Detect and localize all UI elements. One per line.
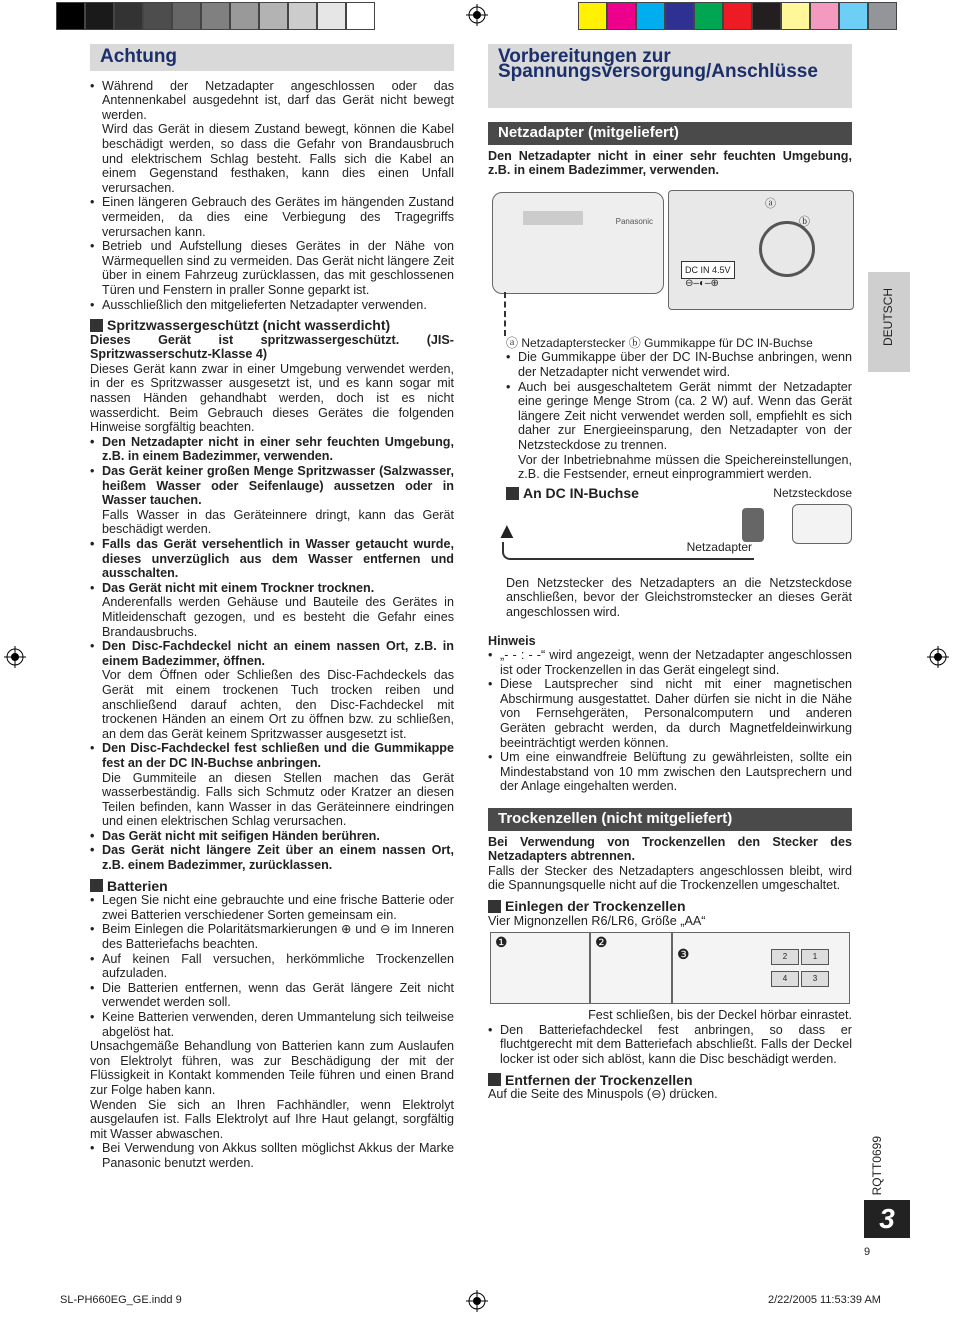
list-item: • Den Batteriefachdeckel fest anbringen, so dass er fluchtgerecht mit dem Batteriefach abschließt. Falls der Deckel locker ist oder sich ablöst, kann die Disc beschädigt werden. — [488, 1023, 852, 1067]
color-swatch — [723, 2, 752, 30]
gray-swatch — [346, 2, 375, 30]
list-item: • Auf keinen Fall versuchen, herkömmliche Trockenzellen aufzuladen. — [90, 952, 454, 981]
color-swatch — [781, 2, 810, 30]
dc-in-label: DC IN 4.5V — [681, 261, 735, 280]
list-item: • Einen längeren Gebrauch des Gerätes im hängenden Zustand vermeiden, da dies eine Verbiegung des Tragegriffs verursachen kann. — [90, 195, 454, 239]
display-icon — [523, 211, 583, 225]
list-item: • Den Disc-Fachdeckel fest schließen und die Gummikappe fest an der DC IN-Buchse anbringen. Die Gummiteile an diesen Stellen machen das Gerät wasserbeständig. Falls sich Schmutz oder Kratzer an diesen Teilen befinden, kann Wasser in das Geräteinnere eindringen und einen elektrischen Schlag verursachen. — [90, 741, 454, 829]
gray-swatch — [114, 2, 143, 30]
gray-swatch — [317, 2, 346, 30]
gray-swatch — [172, 2, 201, 30]
step-2-icon: ❷ — [595, 934, 608, 951]
registration-mark-bottom — [466, 1290, 488, 1312]
page-number-box: 3 — [864, 1200, 910, 1238]
registration-mark-top — [466, 4, 488, 26]
right-column — [488, 44, 852, 1102]
list-item: • Das Gerät nicht längere Zeit über an einem nassen Ort, z.B. einem Badezimmer, zurücklassen. — [90, 843, 454, 872]
left-column — [90, 44, 454, 1171]
spritz-list — [90, 435, 454, 873]
footer-left: SL-PH660EG_GE.indd 9 — [60, 1294, 182, 1306]
dc-jack-closeup — [668, 190, 854, 310]
color-swatch — [578, 2, 607, 30]
color-swatch — [694, 2, 723, 30]
brand-label: Panasonic — [615, 216, 653, 226]
list-item: • Das Gerät nicht mit einem Trockner trocknen. Anderenfalls werden Gehäuse und Bauteile des Gerätes in Mitleidenschaft gezogen, und es besteht die Gefahr eines Brandausbruchs. — [90, 581, 454, 639]
list-item: • Das Gerät nicht mit seifigen Händen berühren. — [90, 829, 454, 844]
label-b: ⓑ — [799, 215, 810, 228]
device-illustration — [492, 192, 664, 294]
cell-4: 4 — [771, 971, 799, 987]
spritz-text: Dieses Gerät kann zwar in einer Umgebung verwendet werden, in der es Spritzwasser ausgesetzt ist, und es kann sogar mit nassen Händen gehandhabt werden, doch ist es nicht wasserdicht. Beim Gebrauch dieses Gerätes die folgenden Hinweise sorgfältig beachten. — [90, 361, 454, 435]
footer-right: 2/22/2005 11:53:39 AM — [768, 1294, 881, 1306]
color-swatch — [665, 2, 694, 30]
achtung-list — [90, 79, 454, 313]
list-item: • Die Gummikappe über der DC IN-Buchse anbringen, wenn der Netzadapter nicht verwendet wird. — [506, 350, 852, 379]
list-item: • Legen Sie nicht eine gebrauchte und eine frische Batterie oder zwei Batterien verschiedener Sorten gemeinsam ein. — [90, 893, 454, 922]
list-item: • „- - : - -“ wird angezeigt, wenn der Netzadapter angeschlossen ist oder Trockenzellen in das Gerät eingelegt sind. — [488, 648, 852, 677]
color-swatch — [810, 2, 839, 30]
list-item: • Falls das Gerät versehentlich in Wasser getaucht wurde, dieses unverzüglich aus dem Wasser entfernen und ausschalten. — [90, 537, 454, 581]
einlegen-list — [488, 1023, 852, 1067]
gray-swatch — [143, 2, 172, 30]
spritz-heading: Spritzwassergeschützt (nicht wasserdicht) — [90, 318, 454, 333]
language-tab — [868, 272, 910, 372]
achtung-title: Achtung — [90, 44, 454, 71]
list-item: • Betrieb und Aufstellung dieses Gerätes in der Nähe von Wärmequellen sind zu vermeiden. Das Gerät nicht längere Zeit über in einem Fahrzeug zurücklassen, das mit geschlossenen Türen und Fenstern in praller Sonne geparkt ist. — [90, 239, 454, 297]
list-item: • Während der Netzadapter angeschlossen oder das Antennenkabel ausgedehnt ist, darf das Gerät nicht bewegt werden. Wird das Gerät in diesem Zustand bewegt, können die Kabel beschädigt werden, so dass die Gefahr von Brandausbruch und elektrischem Schlag besteht. Falls sich die Kabel an einem Gegenstand festhaken, kann dies einen Unfall verursachen. — [90, 79, 454, 196]
step-2-figure — [590, 932, 672, 1004]
color-swatch — [839, 2, 868, 30]
rubber-cap-icon — [759, 221, 815, 277]
ab-legend: ⓐ Netzadapterstecker ⓑ Gummikappe für DC IN-Buchse — [506, 335, 813, 350]
list-item: • Auch bei ausgeschaltetem Gerät nimmt der Netzadapter eine geringe Menge Strom (ca. 2 W) auf. Wenn das Gerät längere Zeit nicht verwendet werden soll, empfiehlt es sich daher zur Energieeinsparung, den Netzadapter von der Netzsteckdose zu trennen. Vor der Inbetriebnahme müssen die Speichereinstellungen, z.B. die Festsender, erneut einprogrammiert werden. — [506, 380, 852, 482]
gray-swatch — [259, 2, 288, 30]
gray-swatch — [56, 2, 85, 30]
batt-paragraph: Unsachgemäße Behandlung von Batterien kann zum Auslaufen von Elektrolyt führen, was zur Beschädigung der mit der Flüssigkeit in Kontakt kommenden Teile führen und einen Brand zur Folge haben kann. — [90, 1039, 454, 1097]
step-1-figure — [490, 932, 590, 1004]
color-swatch — [636, 2, 665, 30]
polarity-icon: ⊖–◐–⊕ — [685, 277, 719, 289]
vorbereitungen-title: Vorbereitungen zur Spannungsversorgung/Anschlüsse — [488, 44, 852, 108]
step-3-icon: ❸ — [677, 946, 690, 963]
entfernen-heading: Entfernen der Trockenzellen — [488, 1073, 852, 1088]
list-item: • Um eine einwandfreie Belüftung zu gewährleisten, sollte ein Mindestabstand von 10 mm zwischen den Lautsprechern und der Anlage eingehalten werden. — [488, 750, 852, 794]
netzadapter-figure — [488, 192, 852, 336]
registration-mark-left — [4, 646, 26, 668]
figure-caption: Fest schließen, bis der Deckel hörbar einrastet. — [588, 1008, 852, 1023]
trockenzellen-heading: Trockenzellen (nicht mitgeliefert) — [488, 808, 852, 831]
batt-paragraph: Wenden Sie sich an Ihren Fachhändler, wenn Elektrolyt ausgelaufen ist. Falls Elektrolyt auf Ihre Haut gelangt, sorgfältig mit Wasser abwaschen. — [90, 1097, 454, 1141]
einlegen-heading: Einlegen der Trockenzellen — [488, 899, 852, 914]
color-swatch — [752, 2, 781, 30]
registration-mark-right — [927, 646, 949, 668]
battery-figures — [488, 932, 852, 1008]
minus-icon: ⊖ — [651, 1087, 662, 1102]
batterien-heading: Batterien — [90, 879, 454, 894]
list-item: • Den Netzadapter nicht in einer sehr feuchten Umgebung, z.B. in einem Badezimmer, verwenden. — [90, 435, 454, 464]
adapter-icon — [742, 508, 764, 542]
plus-icon: ⊕ — [340, 922, 352, 937]
list-item: • Keine Batterien verwenden, deren Ummantelung sich teilweise abgelöst hat. — [90, 1010, 454, 1039]
list-item: • Das Gerät keiner großen Menge Spritzwasser (Salzwasser, heißem Wasser oder Seifenlauge) aussetzen oder in Wasser tauchen. Falls Wasser in das Geräteinnere dringt, kann das Gerät beschädigt werden. — [90, 464, 454, 537]
hinweis-label: Hinweis — [488, 633, 536, 648]
step-3-figure — [672, 932, 850, 1004]
spritz-bold: Dieses Gerät ist spritzwassergeschützt. (JIS-Spritzwasserschutz-Klasse 4) — [90, 332, 454, 362]
color-calibration-bar — [578, 2, 897, 30]
netz-bold: Den Netzadapter nicht in einer sehr feuchten Umgebung, z.B. in einem Badezimmer, verwenden. — [488, 148, 852, 178]
color-swatch — [868, 2, 897, 30]
list-item: • Ausschließlich den mitgelieferten Netzadapter verwenden. — [90, 298, 454, 313]
arrow-up-icon: ▲ — [496, 517, 518, 543]
netzadapter-heading: Netzadapter (mitgeliefert) — [488, 122, 852, 145]
color-swatch — [607, 2, 636, 30]
page-number: 9 — [864, 1246, 871, 1258]
trock-text: Falls der Stecker des Netzadapters angeschlossen bleibt, wird die Spannungsquelle nicht auf die Trockenzellen umgeschaltet. — [488, 863, 852, 893]
gray-swatch — [288, 2, 317, 30]
pointer-line — [504, 292, 507, 336]
language-label: DEUTSCH — [881, 288, 895, 347]
netzadapter-label: Netzadapter — [686, 539, 752, 554]
minus-icon: ⊖ — [379, 922, 391, 937]
list-item: • Diese Lautsprecher sind nicht mit einer magnetischen Abschirmung ausgestattet. Daher dürfen sie nicht in die Nähe von Fernsehgeräten, Personalcomputern und anderen Geräten gebracht werden, da durch Magnetfeldeinwirkung beeinträchtigt werden können. — [488, 677, 852, 750]
list-item: • Bei Verwendung von Akkus sollten möglichst Akkus der Marke Panasonic benutzt werden. — [90, 1141, 454, 1170]
label-b-icon: ⓑ — [628, 335, 641, 350]
dc-in-figure — [488, 486, 852, 576]
list-item: • Die Batterien entfernen, wenn das Gerät längere Zeit nicht verwendet werden soll. — [90, 981, 454, 1010]
cell-3: 3 — [801, 971, 829, 987]
label-a-icon: ⓐ — [506, 335, 519, 350]
list-item: • Den Disc-Fachdeckel nicht an einem nassen Ort, z.B. in einem Badezimmer, öffnen. Vor dem Öffnen oder Schließen des Disc-Fachdeckels das Gerät mit einem trockenen Tuch trocken reiben und anschließend darauf achten, den Disc-Fachdeckel mit trockenen Händen an einem Ort zu öffnen bzw. zu schließen, an dem das Gerät keinem Spritzwasser ausgesetzt ist. — [90, 639, 454, 741]
dc-text: Den Netzstecker des Netzadapters an die Netzsteckdose anschließen, bevor der Gleichstromstecker an dieses Gerät angeschlossen wird. — [506, 575, 852, 619]
socket-icon — [792, 504, 852, 544]
einlegen-text: Vier Mignonzellen R6/LR6, Größe „AA“ — [488, 913, 706, 928]
batterien-list — [90, 893, 454, 1039]
doc-code: RQTT0699 — [870, 1136, 884, 1196]
cell-2: 2 — [771, 949, 799, 965]
gray-swatch — [230, 2, 259, 30]
dc-in-heading: An DC IN-Buchse — [506, 486, 639, 501]
trock-bold: Bei Verwendung von Trockenzellen den Stecker des Netzadapters abtrennen. — [488, 834, 852, 864]
step-1-icon: ❶ — [495, 934, 508, 951]
netzsteckdose-label: Netzsteckdose — [773, 485, 852, 500]
gray-calibration-bar — [56, 2, 375, 30]
cell-1: 1 — [801, 949, 829, 965]
gray-swatch — [201, 2, 230, 30]
cable-line — [502, 539, 754, 560]
entfernen-text: Auf die Seite des Minuspols (⊖) drücken. — [488, 1087, 718, 1102]
netz-list — [506, 350, 852, 481]
batterien-list-2 — [90, 1141, 454, 1170]
list-item: • Beim Einlegen die Polaritätsmarkierungen ⊕ und ⊖ im Inneren des Batteriefachs beachten. — [90, 922, 454, 951]
gray-swatch — [85, 2, 114, 30]
label-a: ⓐ — [765, 197, 776, 210]
hinweis-list — [488, 648, 852, 794]
